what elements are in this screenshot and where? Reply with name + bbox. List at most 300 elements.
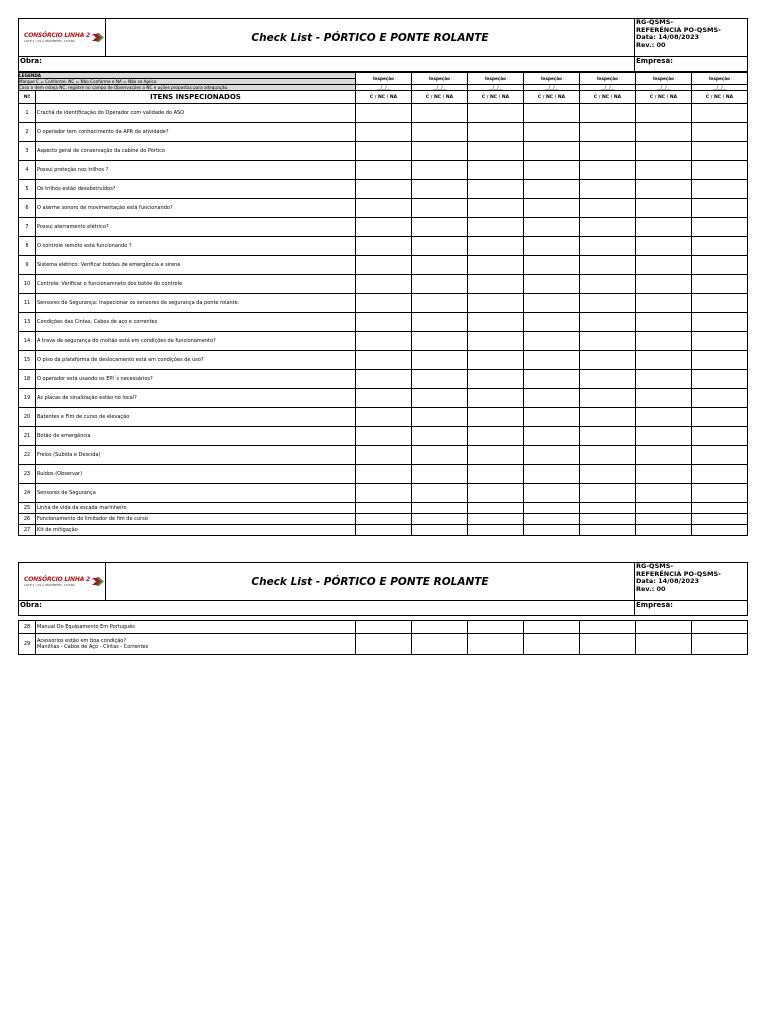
inspection-check-cell[interactable] [468,294,524,313]
inspection-check-cell[interactable] [692,621,748,634]
inspection-check-cell[interactable] [580,275,636,294]
inspection-check-cell[interactable] [692,484,748,503]
inspection-check-cell[interactable] [468,123,524,142]
inspection-check-cell[interactable] [580,446,636,465]
inspection-check-cell[interactable] [356,370,412,389]
item-description [36,484,356,503]
inspection-check-cell[interactable] [524,256,580,275]
inspection-check-cell[interactable] [356,465,412,484]
item-text: As placas de sinalização estão no local? [37,395,137,401]
inspection-check-cell[interactable] [412,621,468,634]
inspection-check-cell[interactable] [356,484,412,503]
column-header-status: C / NC / NA [468,91,524,104]
checklist-row [19,142,748,161]
item-number: 14 [19,332,36,351]
inspection-check-cell[interactable] [412,294,468,313]
inspection-check-cell[interactable] [468,634,524,655]
checklist-row [19,275,748,294]
inspection-check-cell[interactable] [692,294,748,313]
inspection-check-cell[interactable] [580,621,636,634]
inspection-check-cell[interactable] [412,446,468,465]
item-text: Manual Do Equipamento Em Português [37,624,135,630]
inspection-check-cell[interactable] [412,180,468,199]
item-number: 6 [19,199,36,218]
checklist-row [19,256,748,275]
inspection-check-cell[interactable] [636,161,692,180]
checklist-row [19,514,748,525]
inspection-check-cell[interactable] [524,104,580,123]
inspection-check-cell[interactable] [412,408,468,427]
item-text: Sensores de Segurança [37,490,96,496]
inspection-check-cell[interactable] [636,332,692,351]
inspection-check-cell[interactable] [636,503,692,514]
empresa-field[interactable]: Empresa: [635,57,748,72]
inspection-check-cell[interactable] [468,427,524,446]
inspection-header: Inspeção [412,73,468,85]
inspection-check-cell[interactable] [524,180,580,199]
inspection-check-cell[interactable] [580,465,636,484]
item-number: 25 [19,503,36,514]
checklist-row [19,427,748,446]
inspection-check-cell[interactable] [468,408,524,427]
item-description [36,525,356,536]
item-text: O controle remoto está funcionando ? [37,243,132,249]
inspection-check-cell[interactable] [636,123,692,142]
column-header-number: Nº [19,91,36,104]
inspection-check-cell[interactable] [468,275,524,294]
header-table [18,18,748,72]
logo-arrow-icon [92,33,104,42]
inspection-check-cell[interactable] [636,427,692,446]
item-number: 21 [19,427,36,446]
inspection-check-cell[interactable] [356,294,412,313]
inspection-check-cell[interactable] [580,142,636,161]
inspection-header: Inspeção [636,73,692,85]
item-number: 4 [19,161,36,180]
inspection-check-cell[interactable] [580,218,636,237]
header-table [18,562,748,616]
item-text-detail: Manilhas - Cabos de Aço - Cintas - Correntes [37,644,149,650]
inspection-check-cell[interactable] [468,218,524,237]
inspection-check-cell[interactable] [580,104,636,123]
checklist-sheet-2 [18,562,747,655]
item-description [36,389,356,408]
inspection-check-cell[interactable] [692,199,748,218]
inspection-date-field[interactable]: __/__/__ [636,85,692,91]
inspection-check-cell[interactable] [636,525,692,536]
inspection-check-cell[interactable] [468,161,524,180]
inspection-check-cell[interactable] [356,427,412,446]
checklist-row [19,634,748,655]
item-description [36,237,356,256]
item-text: Controle: Verificar o funcionamneto dos botõe do controle [37,281,183,287]
inspection-check-cell[interactable] [524,427,580,446]
inspection-check-cell[interactable] [524,503,580,514]
inspection-check-cell[interactable] [524,332,580,351]
item-text: O operador tem conhecimento da APR da atividade? [37,129,169,135]
inspection-check-cell[interactable] [636,142,692,161]
item-description [36,446,356,465]
inspection-check-cell[interactable] [692,351,748,370]
obra-field[interactable]: Obra: [19,57,635,72]
item-number: 22 [19,446,36,465]
inspection-check-cell[interactable] [692,275,748,294]
checklist-row [19,484,748,503]
inspection-check-cell[interactable] [636,351,692,370]
inspection-check-cell[interactable] [524,484,580,503]
item-text: Crachá de identificação do Operador com validade do ASO [37,110,185,116]
item-number: 3 [19,142,36,161]
inspection-check-cell[interactable] [412,503,468,514]
item-text: A trava de segurança do moitão está em condições de funcionamento? [37,338,216,344]
column-header-status: C / NC / NA [692,91,748,104]
inspection-check-cell[interactable] [412,484,468,503]
inspection-check-cell[interactable] [580,503,636,514]
inspection-check-cell[interactable] [356,237,412,256]
inspection-check-cell[interactable] [356,123,412,142]
inspection-check-cell[interactable] [468,465,524,484]
inspection-check-cell[interactable] [356,313,412,332]
inspection-check-cell[interactable] [468,484,524,503]
inspection-check-cell[interactable] [412,465,468,484]
item-text: O alarme sonoro de movimentação está funcionando? [37,205,173,211]
inspection-check-cell[interactable] [580,427,636,446]
inspection-check-cell[interactable] [692,218,748,237]
inspection-check-cell[interactable] [692,142,748,161]
checklist-row [19,408,748,427]
item-number: 13 [19,313,36,332]
inspection-check-cell[interactable] [692,180,748,199]
inspection-check-cell[interactable] [692,427,748,446]
inspection-check-cell[interactable] [356,389,412,408]
inspection-check-cell[interactable] [524,465,580,484]
inspection-check-cell[interactable] [692,525,748,536]
inspection-check-cell[interactable] [356,199,412,218]
inspection-check-cell[interactable] [356,525,412,536]
inspection-check-cell[interactable] [412,634,468,655]
inspection-check-cell[interactable] [356,351,412,370]
inspection-check-cell[interactable] [636,237,692,256]
inspection-check-cell[interactable] [692,104,748,123]
inspection-check-cell[interactable] [636,634,692,655]
item-description [36,370,356,389]
inspection-check-cell[interactable] [580,634,636,655]
inspection-check-cell[interactable] [524,514,580,525]
inspection-check-cell[interactable] [692,408,748,427]
item-description [36,408,356,427]
inspection-check-cell[interactable] [468,256,524,275]
inspection-check-cell[interactable] [580,123,636,142]
inspection-check-cell[interactable] [580,408,636,427]
column-header-status: C / NC / NA [636,91,692,104]
inspection-check-cell[interactable] [692,123,748,142]
inspection-check-cell[interactable] [524,313,580,332]
inspection-check-cell[interactable] [356,446,412,465]
item-description [36,104,356,123]
company-logo: CONSÓRCIO LINHA 2 LOTE 1 | VILA PRUDENTE - DUTRA [19,563,106,601]
inspection-check-cell[interactable] [412,332,468,351]
inspection-check-cell[interactable] [468,142,524,161]
checklist-row [19,370,748,389]
inspection-check-cell[interactable] [412,351,468,370]
inspection-check-cell[interactable] [356,621,412,634]
column-header-status: C / NC / NA [580,91,636,104]
inspection-header: Inspeção [524,73,580,85]
inspection-check-cell[interactable] [524,199,580,218]
checklist-row [19,180,748,199]
inspection-check-cell[interactable] [468,351,524,370]
inspection-check-cell[interactable] [356,634,412,655]
item-number: 28 [19,621,36,634]
inspection-header: Inspeção [468,73,524,85]
inspection-date-field[interactable]: __/__/__ [412,85,468,91]
item-text: Sensores de Segurança: Inspecionar os sensores de segurança da ponte rolante. [37,300,240,306]
inspection-check-cell[interactable] [524,525,580,536]
inspection-check-cell[interactable] [468,446,524,465]
inspection-check-cell[interactable] [524,161,580,180]
inspection-check-cell[interactable] [468,180,524,199]
checklist-row [19,294,748,313]
item-number: 29 [19,634,36,655]
inspection-check-cell[interactable] [356,256,412,275]
item-description [36,123,356,142]
item-number: 1 [19,104,36,123]
inspection-check-cell[interactable] [636,389,692,408]
inspection-check-cell[interactable] [692,389,748,408]
column-header-status: C / NC / NA [356,91,412,104]
inspection-check-cell[interactable] [636,465,692,484]
inspection-check-cell[interactable] [356,514,412,525]
item-description [36,142,356,161]
inspection-check-cell[interactable] [468,389,524,408]
item-description [36,332,356,351]
item-description [36,275,356,294]
inspection-check-cell[interactable] [356,332,412,351]
inspection-check-cell[interactable] [580,294,636,313]
inspection-date-field[interactable]: __/__/__ [580,85,636,91]
inspection-check-cell[interactable] [524,634,580,655]
inspection-check-cell[interactable] [692,446,748,465]
item-description [36,427,356,446]
item-description [36,621,356,634]
inspection-check-cell[interactable] [580,484,636,503]
inspection-check-cell[interactable] [636,484,692,503]
inspection-check-cell[interactable] [412,104,468,123]
inspection-check-cell[interactable] [636,218,692,237]
inspection-check-cell[interactable] [412,199,468,218]
inspection-check-cell[interactable] [636,256,692,275]
inspection-check-cell[interactable] [692,237,748,256]
inspection-check-cell[interactable] [524,123,580,142]
logo-arrow-icon [92,577,104,586]
checklist-row [19,123,748,142]
inspection-check-cell[interactable] [468,332,524,351]
inspection-check-cell[interactable] [692,514,748,525]
inspection-check-cell[interactable] [412,123,468,142]
inspection-check-cell[interactable] [468,370,524,389]
inspection-check-cell[interactable] [412,427,468,446]
inspection-check-cell[interactable] [524,294,580,313]
inspection-check-cell[interactable] [524,351,580,370]
item-number: 9 [19,256,36,275]
company-logo: CONSÓRCIO LINHA 2 LOTE 1 | VILA PRUDENTE - DUTRA [19,19,106,57]
item-description [36,256,356,275]
inspection-check-cell[interactable] [468,199,524,218]
checklist-row [19,332,748,351]
checklist-row [19,525,748,536]
item-number: 26 [19,514,36,525]
inspection-check-cell[interactable] [356,218,412,237]
inspection-check-cell[interactable] [356,161,412,180]
empresa-field[interactable]: Empresa: [635,601,748,616]
inspection-check-cell[interactable] [636,370,692,389]
item-description [36,514,356,525]
inspection-check-cell[interactable] [636,621,692,634]
inspection-check-cell[interactable] [356,408,412,427]
inspection-check-cell[interactable] [636,313,692,332]
inspection-check-cell[interactable] [580,180,636,199]
checklist-row [19,313,748,332]
obra-field[interactable]: Obra: [19,601,635,616]
inspection-check-cell[interactable] [468,514,524,525]
inspection-check-cell[interactable] [412,313,468,332]
inspection-check-cell[interactable] [636,104,692,123]
inspection-check-cell[interactable] [524,275,580,294]
checklist-table [18,620,748,655]
inspection-check-cell[interactable] [580,514,636,525]
inspection-check-cell[interactable] [468,525,524,536]
inspection-check-cell[interactable] [580,256,636,275]
inspection-check-cell[interactable] [412,237,468,256]
inspection-check-cell[interactable] [692,465,748,484]
inspection-check-cell[interactable] [412,256,468,275]
checklist-row [19,351,748,370]
item-description [36,180,356,199]
inspection-check-cell[interactable] [580,237,636,256]
inspection-header: Inspeção [356,73,412,85]
item-number: 5 [19,180,36,199]
inspection-check-cell[interactable] [580,161,636,180]
item-text: Funcionamento do limitador de fim de curso [37,516,148,522]
inspection-check-cell[interactable] [636,514,692,525]
inspection-check-cell[interactable] [356,180,412,199]
checklist-row [19,104,748,123]
inspection-header: Inspeção [692,73,748,85]
inspection-check-cell[interactable] [580,389,636,408]
item-description [36,199,356,218]
item-number: 10 [19,275,36,294]
inspection-check-cell[interactable] [524,408,580,427]
inspection-check-cell[interactable] [412,525,468,536]
checklist-row [19,161,748,180]
inspection-check-cell[interactable] [636,180,692,199]
inspection-check-cell[interactable] [356,142,412,161]
document-reference: RG-QSMS- REFERÊNCIA PO-QSMS- Data: 14/08/2023 Rev.: 00 [635,19,748,57]
inspection-date-field[interactable]: __/__/__ [356,85,412,91]
inspection-check-cell[interactable] [468,503,524,514]
document-title: Check List - PÓRTICO E PONTE ROLANTE [106,19,635,57]
legend-title: LEGENDA [19,73,356,79]
inspection-check-cell[interactable] [412,142,468,161]
inspection-check-cell[interactable] [468,104,524,123]
inspection-check-cell[interactable] [580,199,636,218]
inspection-check-cell[interactable] [524,218,580,237]
inspection-check-cell[interactable] [524,621,580,634]
item-number: 11 [19,294,36,313]
inspection-check-cell[interactable] [524,389,580,408]
inspection-check-cell[interactable] [356,104,412,123]
inspection-check-cell[interactable] [580,370,636,389]
inspection-check-cell[interactable] [412,370,468,389]
item-description [36,161,356,180]
inspection-check-cell[interactable] [692,256,748,275]
item-number: 8 [19,237,36,256]
inspection-check-cell[interactable] [412,275,468,294]
inspection-check-cell[interactable] [692,370,748,389]
inspection-check-cell[interactable] [412,389,468,408]
inspection-check-cell[interactable] [692,634,748,655]
item-number: 20 [19,408,36,427]
inspection-check-cell[interactable] [524,446,580,465]
inspection-check-cell[interactable] [468,621,524,634]
item-text: Condições das Cintas, Cabos de aço e correntes [37,319,158,325]
inspection-date-field[interactable]: __/__/__ [468,85,524,91]
item-number: 15 [19,351,36,370]
inspection-check-cell[interactable] [636,275,692,294]
item-description [36,503,356,514]
inspection-date-field[interactable]: __/__/__ [692,85,748,91]
inspection-check-cell[interactable] [356,503,412,514]
inspection-check-cell[interactable] [692,161,748,180]
checklist-sheet-1 [18,18,747,536]
item-text: Possui proteção nos trilhos ? [37,167,109,173]
inspection-check-cell[interactable] [636,446,692,465]
column-header-items: ITENS INSPECIONADOS [36,91,356,104]
inspection-check-cell[interactable] [412,161,468,180]
inspection-check-cell[interactable] [580,351,636,370]
inspection-check-cell[interactable] [692,332,748,351]
inspection-check-cell[interactable] [636,408,692,427]
item-text: Sistema elétrico: Verificar botões de emergência e sirene [37,262,181,268]
inspection-check-cell[interactable] [412,514,468,525]
inspection-check-cell[interactable] [356,275,412,294]
checklist-table [18,72,748,536]
inspection-check-cell[interactable] [468,237,524,256]
inspection-check-cell[interactable] [692,503,748,514]
item-text: Possui aterramento elétrico? [37,224,109,230]
item-text: Acessorios estão em boa condição? [37,638,126,644]
inspection-check-cell[interactable] [524,370,580,389]
inspection-check-cell[interactable] [580,525,636,536]
inspection-check-cell[interactable] [412,218,468,237]
inspection-check-cell[interactable] [524,142,580,161]
document-reference: RG-QSMS- REFERÊNCIA PO-QSMS- Data: 14/08/2023 Rev.: 00 [635,563,748,601]
inspection-date-field[interactable]: __/__/__ [524,85,580,91]
item-description [36,218,356,237]
column-header-status: C / NC / NA [524,91,580,104]
inspection-check-cell[interactable] [580,332,636,351]
inspection-check-cell[interactable] [636,294,692,313]
inspection-check-cell[interactable] [468,313,524,332]
inspection-check-cell[interactable] [580,313,636,332]
item-number: 24 [19,484,36,503]
inspection-check-cell[interactable] [524,237,580,256]
inspection-check-cell[interactable] [692,313,748,332]
checklist-row [19,465,748,484]
inspection-check-cell[interactable] [636,199,692,218]
checklist-row [19,199,748,218]
item-number: 23 [19,465,36,484]
